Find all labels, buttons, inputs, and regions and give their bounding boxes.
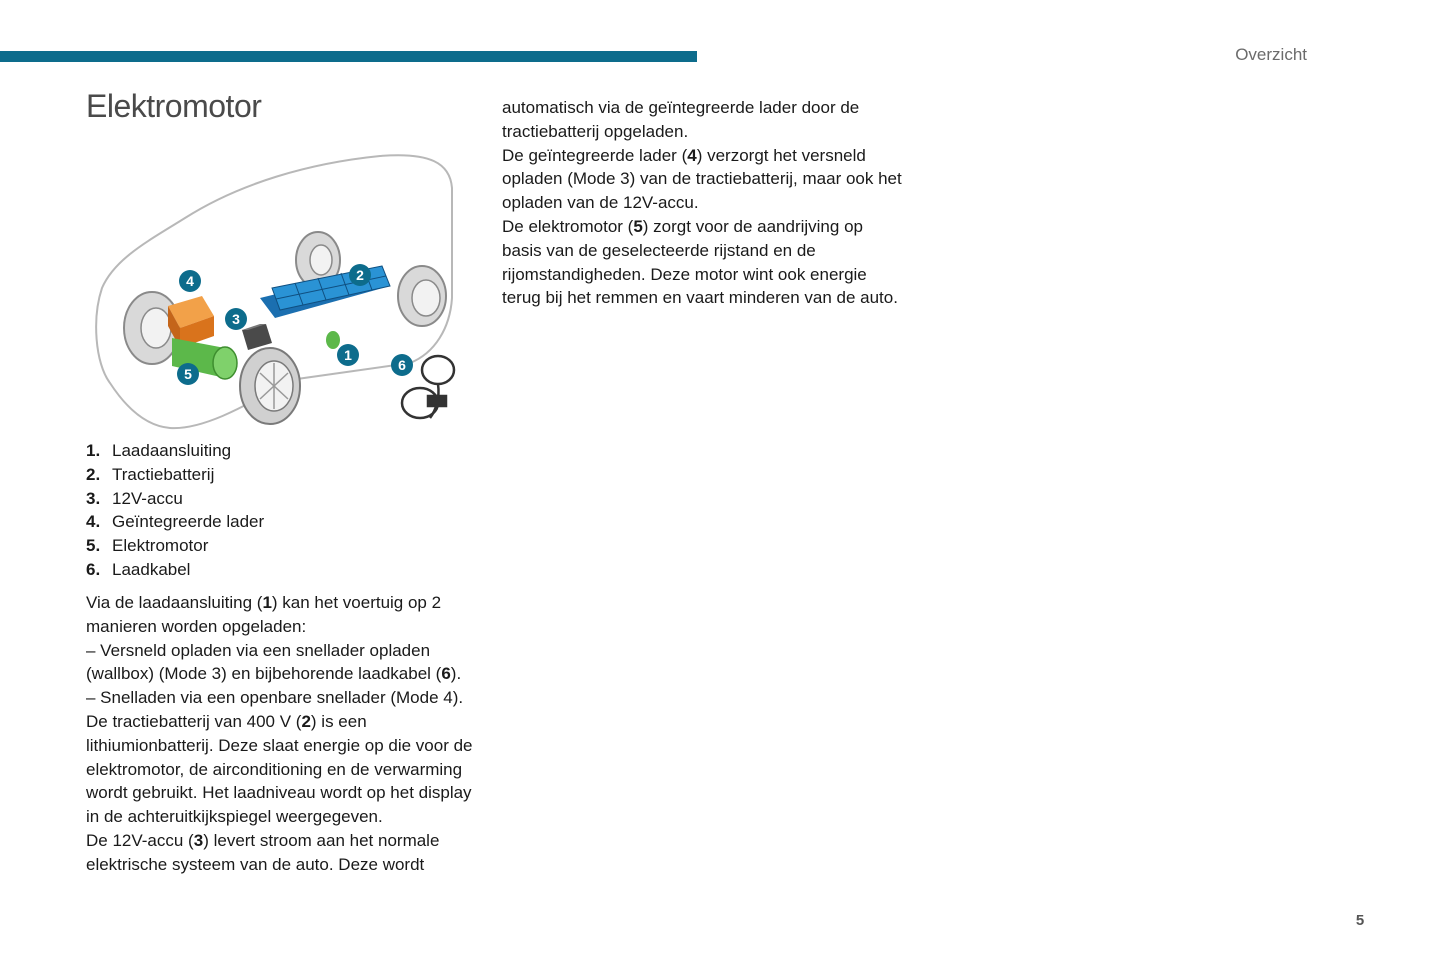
traction-battery-paragraph <box>86 710 476 829</box>
text-run: De elektromotor ( <box>502 216 634 236</box>
text-run: Via de laadaansluiting ( <box>86 593 263 612</box>
text-run: De 12V-accu ( <box>86 830 194 850</box>
electric-motor-paragraph <box>502 215 902 310</box>
legend-number: 2. <box>86 464 101 484</box>
body-text-column-right <box>502 96 902 310</box>
body-text-column-left <box>86 591 476 877</box>
callout-1 <box>337 344 359 366</box>
text-run: automatisch via de geïntegreerde lader door de tractiebatterij opgeladen. <box>502 98 860 141</box>
callout-2-label: 2 <box>356 267 364 283</box>
charging-socket <box>326 331 340 349</box>
legend-label: Elektromotor <box>112 536 209 556</box>
text-run: De geïntegreerde lader ( <box>502 145 688 165</box>
vehicle-diagram <box>90 148 470 433</box>
page-title: Elektromotor <box>86 88 262 124</box>
callout-5-label: 5 <box>184 366 192 382</box>
callout-4 <box>179 270 201 292</box>
callout-5 <box>177 363 199 385</box>
front-right-wheel <box>398 266 446 326</box>
callout-1-label: 1 <box>344 347 352 363</box>
text-run: ). <box>450 664 462 684</box>
component-legend <box>86 439 264 582</box>
bold-reference: 6 <box>441 664 451 684</box>
text-run: ) zorgt voor de aandrijving op basis van de geselecteerde rijstand en de rijomstandigheden. Deze motor wint ook energie terug bij het remmen en vaart minderen van de auto. <box>502 216 898 308</box>
legend-label: 12V-accu <box>112 488 183 508</box>
bold-reference: 3 <box>193 830 204 850</box>
text-run: De tractiebatterij van 400 V ( <box>86 711 302 731</box>
front-left-wheel <box>240 348 300 424</box>
text-run: – Snelladen via een openbare snellader (Mode 4). <box>86 688 464 708</box>
legend-label: Tractiebatterij <box>112 464 215 484</box>
charging-intro-paragraph <box>86 591 476 639</box>
legend-item <box>86 510 264 534</box>
callout-6 <box>391 354 413 376</box>
legend-item <box>86 558 264 582</box>
legend-number: 1. <box>86 441 101 460</box>
legend-item <box>86 534 264 558</box>
bold-reference: 2 <box>301 711 311 731</box>
twelve-volt-paragraph <box>86 829 476 877</box>
text-run: ) verzorgt het versneld opladen (Mode 3) van de tractiebatterij, maar ook het opladen van de 12V-accu. <box>502 145 902 213</box>
charging-option-wallbox <box>86 639 476 687</box>
section-label: Overzicht <box>1235 45 1307 64</box>
text-run: ) levert stroom aan het normale elektrische systeem van de auto. Deze wordt <box>86 830 440 874</box>
legend-label: Laadaansluiting <box>112 441 232 460</box>
header-accent-bar <box>0 51 697 62</box>
bold-reference: 5 <box>633 216 643 236</box>
callout-2 <box>349 264 371 286</box>
legend-item <box>86 487 264 511</box>
text-run: – Versneld opladen via een snellader opladen (wallbox) (Mode 3) en bijbehorende laadkabel ( <box>86 640 442 684</box>
legend-number: 4. <box>86 512 101 532</box>
integrated-charger-paragraph <box>502 144 902 215</box>
callout-4-label: 4 <box>186 273 194 289</box>
legend-label: Geïntegreerde lader <box>112 512 265 532</box>
bold-reference: 1 <box>262 593 272 612</box>
legend-item <box>86 439 264 463</box>
text-run: ) kan het voertuig op 2 manieren worden opgeladen: <box>86 593 442 636</box>
legend-number: 5. <box>86 536 101 556</box>
legend-number: 3. <box>86 488 101 508</box>
twelve-volt-continued-paragraph <box>502 96 902 144</box>
legend-number: 6. <box>86 559 101 579</box>
legend-item <box>86 463 264 487</box>
charging-option-public <box>86 686 476 710</box>
page-number: 5 <box>1355 912 1365 929</box>
text-run: ) is een lithiumionbatterij. Deze slaat energie op die voor de elektromotor, de airconditioning en de verwarming wordt gebruikt. Het laadniveau wordt op het display in de achteruitkijkspiegel weergegeven. <box>86 711 473 827</box>
legend-label: Laadkabel <box>112 559 191 579</box>
callout-6-label: 6 <box>398 357 406 373</box>
callout-3 <box>225 308 247 330</box>
callout-3-label: 3 <box>232 311 240 327</box>
bold-reference: 4 <box>687 145 697 165</box>
